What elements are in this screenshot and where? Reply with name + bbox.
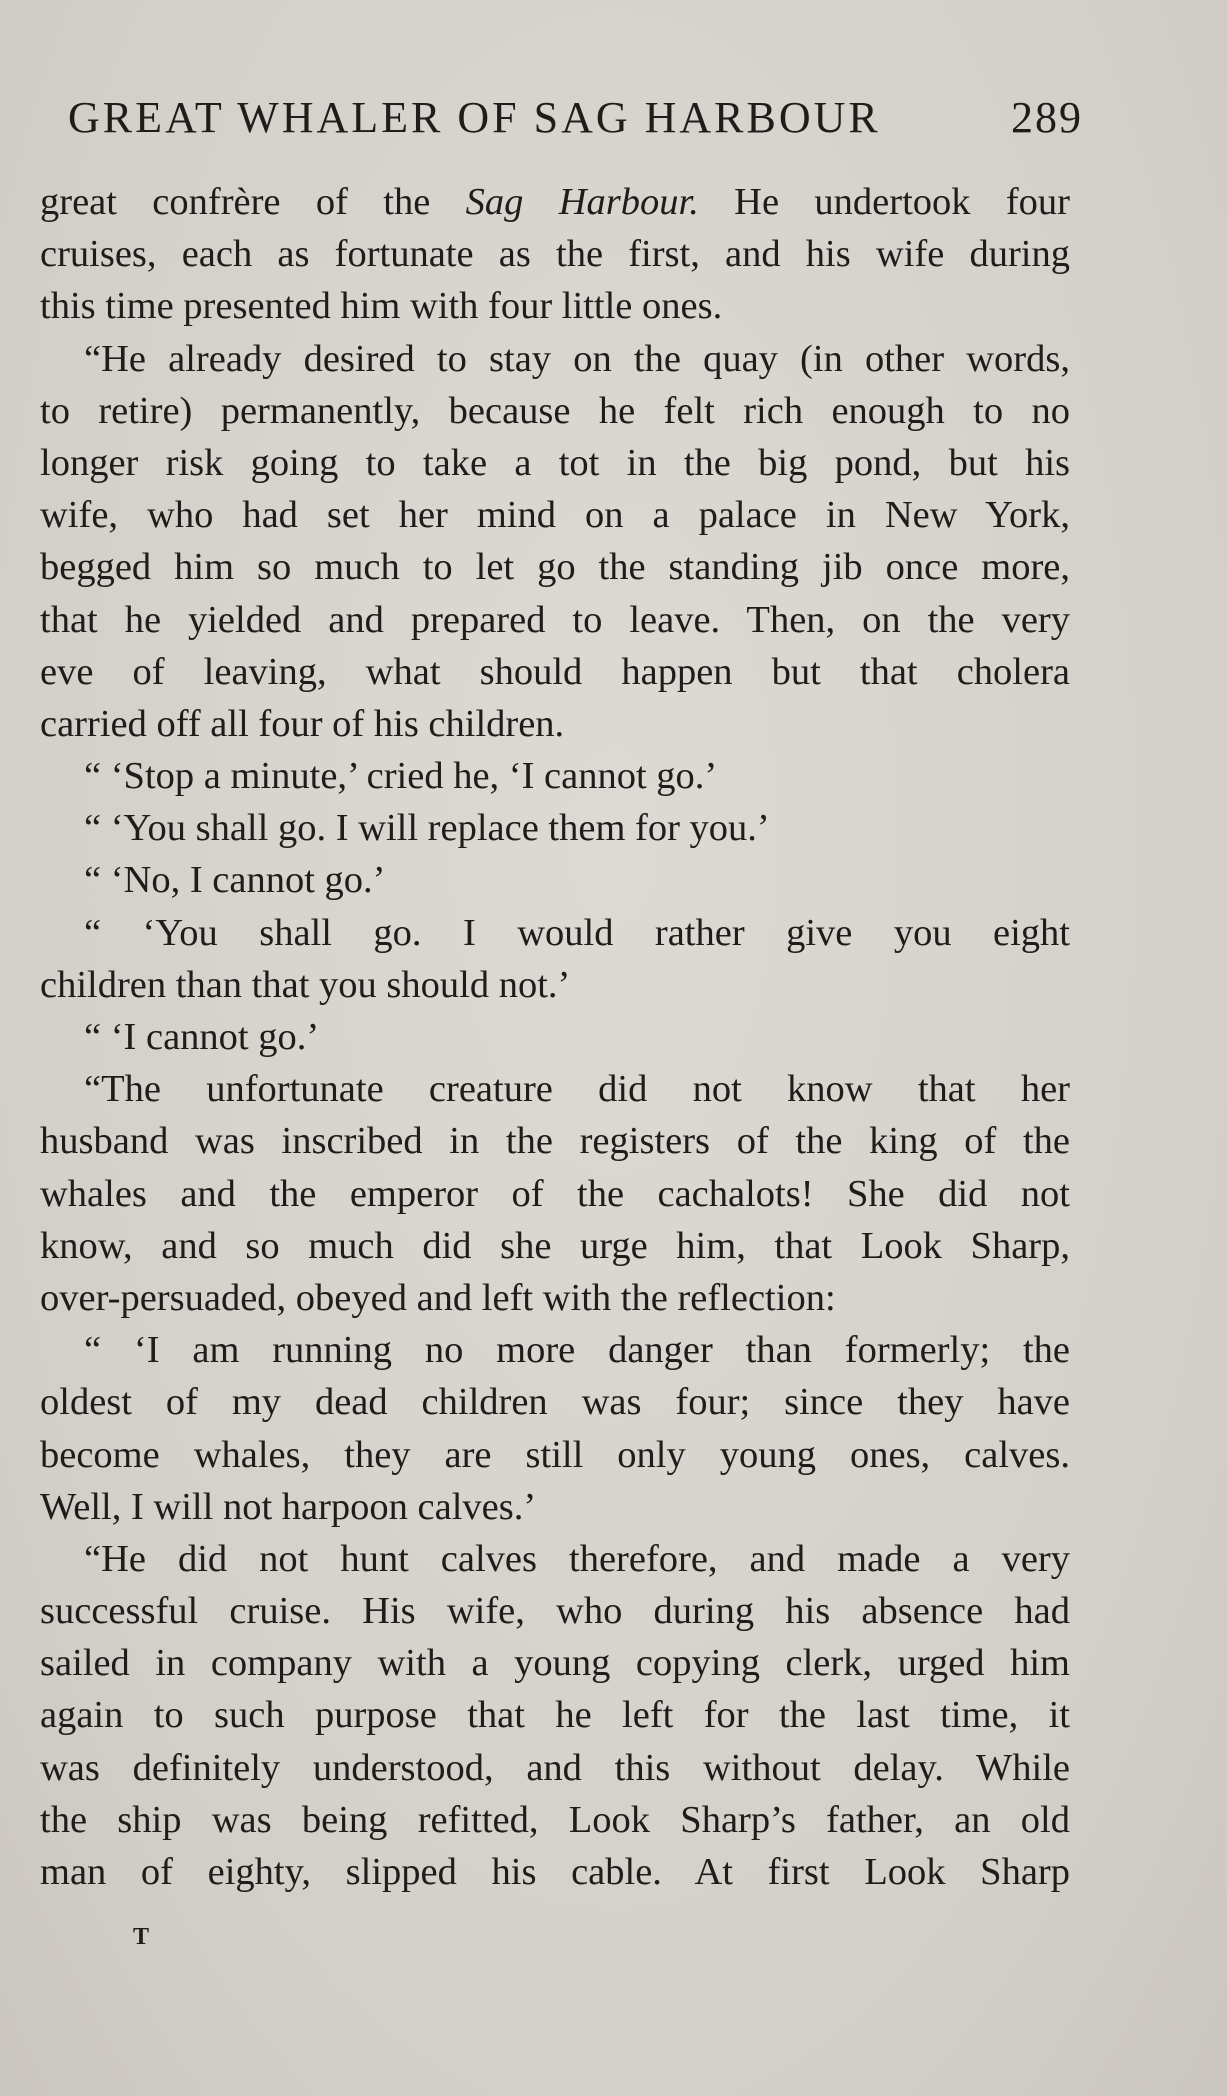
text-line: was definitely understood, and this without delay. While [40, 1746, 1070, 1789]
page-number: 289 [1011, 93, 1083, 142]
text-line: “The unfortunate creature did not know that her [84, 1068, 1070, 1111]
text-line: “ ‘You shall go. I would rather give you eight [84, 911, 1070, 954]
text-line: “ ‘No, I cannot go.’ [84, 859, 386, 902]
text-line: that he yielded and prepared to leave. Then, on the very [40, 598, 1070, 641]
text-line: “He did not hunt calves therefore, and made a very [84, 1537, 1070, 1580]
text-line: this time presented him with four little ones. [40, 285, 723, 328]
text-line: again to such purpose that he left for the last time, it [40, 1694, 1070, 1737]
text-line: husband was inscribed in the registers of the king of the [40, 1120, 1070, 1163]
text-line: eve of leaving, what should happen but that cholera [40, 650, 1070, 693]
text-line: begged him so much to let go the standing jib once more, [40, 546, 1070, 589]
text-line: over-persuaded, obeyed and left with the reflection: [40, 1276, 836, 1319]
text-line: “ ‘You shall go. I will replace them for you.’ [84, 807, 770, 850]
text-line: longer risk going to take a tot in the big pond, but his [40, 441, 1070, 484]
text-line: the ship was being refitted, Look Sharp’s father, an old [40, 1798, 1070, 1841]
text-line: cruises, each as fortunate as the first, and his wife during [40, 233, 1070, 276]
body-text [40, 176, 1070, 1898]
text-line: carried off all four of his children. [40, 702, 565, 745]
text-line: “He already desired to stay on the quay (in other words, [84, 337, 1070, 380]
text-line: “ ‘Stop a minute,’ cried he, ‘I cannot go.’ [84, 755, 718, 798]
text-line: sailed in company with a young copying clerk, urged him [40, 1642, 1070, 1685]
text-line: “ ‘I am running no more danger than formerly; the [84, 1329, 1070, 1372]
text-line: Well, I will not harpoon calves.’ [40, 1485, 537, 1528]
text-line: whales and the emperor of the cachalots! She did not [40, 1172, 1070, 1215]
text-line: wife, who had set her mind on a palace in New York, [40, 494, 1070, 537]
running-header [68, 92, 1083, 152]
text-line: oldest of my dead children was four; since they have [40, 1381, 1070, 1424]
text-line: to retire) permanently, because he felt rich enough to no [40, 389, 1070, 432]
text-line: become whales, they are still only young ones, calves. [40, 1433, 1070, 1476]
signature-mark: T [133, 1924, 150, 1950]
text-line: “ ‘I cannot go.’ [84, 1016, 320, 1058]
text-line: children than that you should not.’ [40, 963, 571, 1006]
text-line: successful cruise. His wife, who during his absence had [40, 1590, 1070, 1633]
text-line: man of eighty, slipped his cable. At first Look Sharp [40, 1851, 1070, 1893]
text-line: great confrère of the Sag Harbour. He undertook four [40, 181, 1070, 223]
running-title: GREAT WHALER OF SAG HARBOUR [68, 93, 881, 142]
text-line: know, and so much did she urge him, that Look Sharp, [40, 1224, 1070, 1267]
